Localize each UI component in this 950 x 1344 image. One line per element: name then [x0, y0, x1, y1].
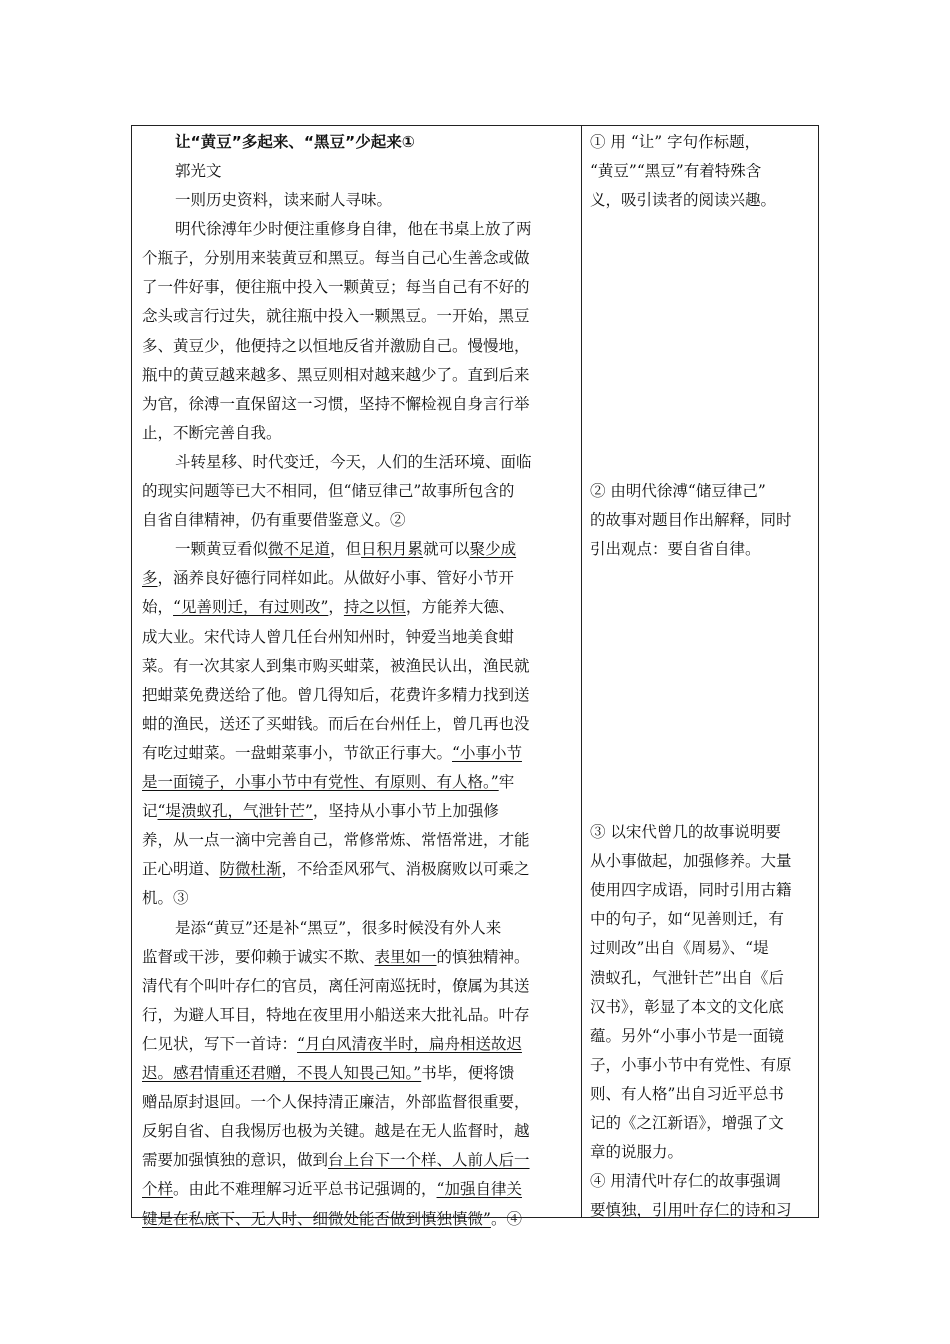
- underlined-phrase: 防微杜渐: [219, 860, 282, 879]
- underlined-phrase: “堤溃蚁孔，气泄针芒”: [157, 802, 313, 821]
- note-n2-line: ② 由明代徐溥“储豆律己”: [590, 482, 766, 500]
- article-line: [142, 739, 522, 768]
- text-segment: 书毕，便将馈: [421, 1064, 515, 1082]
- article-line: [175, 914, 501, 943]
- note-n3-line: 溃蚁孔，气泄针芒”出自《后: [590, 968, 784, 987]
- note-n2-line: 的故事对题目作出解释，同时: [590, 511, 792, 530]
- text-segment: 成大业。宋代诗人曾几任台州知州时，钟爱当地美食蚶: [142, 627, 515, 646]
- underlined-phrase: 台上台下一个样、人前人后一: [328, 1151, 530, 1170]
- article-line: [142, 419, 282, 448]
- text-segment: 明代徐溥年少时便注重修身自律，他在书桌上放了两: [175, 220, 532, 239]
- text-segment: 反躬自省、自我惕厉也极为关键。越是在无人监督时，越: [142, 1122, 530, 1141]
- text-segment: 为官，徐溥一直保留这一习惯，坚持不懈检视自身言行举: [142, 394, 530, 413]
- underlined-phrase: 持之以恒: [343, 598, 406, 617]
- underlined-phrase: 表里如一: [374, 947, 437, 966]
- note-n4-line: 要慎独，引用叶存仁的诗和习: [590, 1201, 792, 1220]
- underlined-phrase: “加强自律关: [436, 1180, 522, 1199]
- article-line: [142, 1205, 522, 1234]
- note-n1-line: 义，吸引读者的阅读兴趣。: [590, 191, 777, 210]
- text-segment: ，涵养良好德行同样如此。从做好小事、管好小节开: [157, 569, 515, 588]
- underlined-phrase: 日积月累: [361, 540, 424, 559]
- note-n3-line: 使用四字成语，同时引用古籍: [590, 881, 792, 900]
- underlined-phrase: 键是在私底下、无人时、细微处能否做到慎独慎微”: [142, 1209, 491, 1228]
- text-segment: 记: [142, 802, 158, 821]
- article-line: [142, 652, 530, 681]
- article-line: [142, 972, 530, 1001]
- text-segment: ，坚持从小事小节上加强修: [312, 802, 499, 821]
- article-line: [142, 826, 530, 855]
- text-segment: 蚶的渔民，送还了买蚶钱。而后在台州任上，曾几再也没: [142, 714, 530, 733]
- article-line: [142, 302, 530, 331]
- article-line: [142, 1146, 530, 1175]
- text-segment: 瓶中的黄豆越来越多、黑豆则相对越来越少了。直到后来: [142, 365, 530, 384]
- note-n1-line: ① 用 “让” 字句作标题，: [590, 133, 761, 151]
- article-line: [142, 593, 514, 622]
- text-segment: 有吃过蚶菜。一盘蚶菜事小，节欲正行事大。: [142, 743, 453, 762]
- article-line: [142, 332, 530, 361]
- article-line: [142, 884, 189, 913]
- article-title: 让“黄豆”多起来、“黑豆”少起来①: [175, 133, 415, 151]
- text-segment: 菜。有一次其家人到集市购买蚶菜，被渔民认出，渔民就: [142, 656, 530, 675]
- text-segment: 机。③: [142, 889, 189, 908]
- article-line: [175, 186, 392, 215]
- article-line: [142, 1059, 514, 1088]
- column-divider: [581, 126, 582, 1217]
- article-line: [142, 1030, 522, 1059]
- article-line: [142, 273, 530, 302]
- annotation-table: [131, 125, 819, 1228]
- note-n3-line: 中的句子，如“见善则迁，有: [590, 910, 784, 929]
- note-n3-line: 汉书》，彰显了本文的文化底: [590, 997, 784, 1016]
- text-segment: 一则历史资料，读来耐人寻味。: [175, 191, 393, 209]
- article-line: [142, 710, 530, 739]
- text-segment: 正心明道、: [142, 860, 220, 879]
- article-line: [142, 390, 530, 419]
- text-segment: ，不给歪风邪气、消极腐败以可乘之: [281, 860, 530, 879]
- text-segment: 监督或干涉，要仰赖于诚实不欺、: [142, 947, 375, 966]
- article-line: [142, 244, 530, 273]
- article-line: [142, 855, 530, 884]
- article-line: [142, 797, 499, 826]
- article-line: [142, 1001, 530, 1030]
- text-segment: ，方能养大德、: [405, 598, 515, 617]
- underlined-phrase: 个样: [142, 1180, 174, 1199]
- text-segment: 。④: [490, 1209, 522, 1228]
- text-segment: 始，: [142, 598, 174, 617]
- text-segment: ，但: [330, 540, 362, 559]
- article-line: [142, 506, 406, 535]
- article-line: [142, 361, 530, 390]
- note-n3-line: 则、有人格”出自习近平总书: [590, 1084, 784, 1103]
- note-n4-line: ④ 用清代叶存仁的故事强调: [590, 1172, 781, 1190]
- note-n3-line: 子，小事小节中有党性、有原: [590, 1055, 792, 1074]
- article-line: [142, 943, 530, 972]
- note-n3-line: 章的说服力。: [590, 1143, 684, 1162]
- article-line: [175, 535, 516, 564]
- note-n3-line: 过则改”出自《周易》、“堤: [590, 939, 769, 958]
- article-line: [142, 768, 514, 797]
- text-segment: 斗转星移、时代变迁，今天，人们的生活环境、面临: [175, 452, 532, 471]
- text-segment: 就可以: [423, 540, 470, 559]
- note-n3-line: 蕴。另外“小事小节是一面镜: [590, 1026, 784, 1045]
- underlined-phrase: 多: [142, 569, 158, 588]
- note-n3-line: 记的《之江新语》，增强了文: [590, 1114, 784, 1132]
- article-line: [175, 448, 532, 477]
- underlined-phrase: “月白风清夜半时，扁舟相送故迟: [297, 1034, 522, 1053]
- text-segment: 。由此不难理解习近平总书记强调的，: [173, 1180, 437, 1199]
- text-segment: 清代有个叫叶存仁的官员，离任河南巡抚时，僚属为其送: [142, 976, 530, 995]
- note-n1-line: “黄豆”“黑豆”有着特殊含: [590, 162, 762, 181]
- text-segment: 是添“黄豆”还是补“黑豆”，很多时候没有外人来: [175, 918, 502, 937]
- text-segment: ，: [328, 598, 344, 617]
- article-line: [142, 1175, 522, 1204]
- text-segment: 行，为避人耳目，特地在夜里用小船送来大批礼品。叶存: [142, 1005, 530, 1024]
- article-line: [142, 1117, 530, 1146]
- text-segment: 多、黄豆少，他便持之以恒地反省并激励自己。慢慢地，: [142, 336, 530, 355]
- text-segment: 赠品原封退回。一个人保持清正廉洁，外部监督很重要，: [142, 1093, 530, 1112]
- text-segment: 念头或言行过失，就往瓶中投入一颗黑豆。一开始，黑豆: [142, 307, 530, 326]
- text-segment: 的现实问题等已大不相同，但“储豆律己”故事所包含的: [142, 482, 515, 500]
- text-segment: 一颗黄豆看似: [175, 540, 269, 559]
- article-line: [175, 215, 532, 244]
- underlined-phrase: 迟。感君情重还君赠，不畏人知畏己知。”: [142, 1064, 422, 1082]
- text-segment: 个瓶子，分别用来装黄豆和黑豆。每当自己心生善念或做: [142, 249, 530, 268]
- underlined-phrase: 聚少成: [469, 540, 517, 559]
- text-segment: 仁见状，写下一首诗：: [142, 1034, 298, 1053]
- article-line: [142, 477, 514, 506]
- underlined-phrase: 是一面镜子，小事小节中有党性、有原则、有人格。”: [142, 773, 499, 791]
- text-segment: 需要加强慎独的意识，做到: [142, 1151, 329, 1170]
- text-segment: 牢: [498, 773, 515, 791]
- article-line: [142, 623, 514, 652]
- note-n2-line: 引出观点：要自省自律。: [590, 540, 761, 559]
- underlined-phrase: “小事小节: [452, 743, 522, 762]
- underlined-phrase: 微不足道: [268, 540, 331, 559]
- text-segment: 的慎独精神。: [436, 947, 530, 966]
- text-segment: 把蚶菜免费送给了他。曾几得知后，花费许多精力找到送: [142, 685, 530, 704]
- text-segment: 止，不断完善自我。: [142, 423, 282, 442]
- article-line: [142, 681, 530, 710]
- text-segment: 养，从一点一滴中完善自己，常修常炼、常悟常进，才能: [142, 831, 530, 850]
- text-segment: 自省自律精神，仍有重要借鉴意义。②: [142, 511, 406, 530]
- article-line: [142, 1088, 530, 1117]
- article-author: 郭光文: [175, 162, 222, 180]
- note-n3-line: ③ 以宋代曾几的故事说明要: [590, 823, 781, 841]
- text-segment: 了一件好事，便往瓶中投入一颗黄豆；每当自己有不好的: [142, 278, 530, 297]
- underlined-phrase: “见善则迁，有过则改”: [173, 598, 329, 617]
- note-n3-line: 从小事做起，加强修养。大量: [590, 852, 792, 871]
- article-line: [142, 564, 514, 593]
